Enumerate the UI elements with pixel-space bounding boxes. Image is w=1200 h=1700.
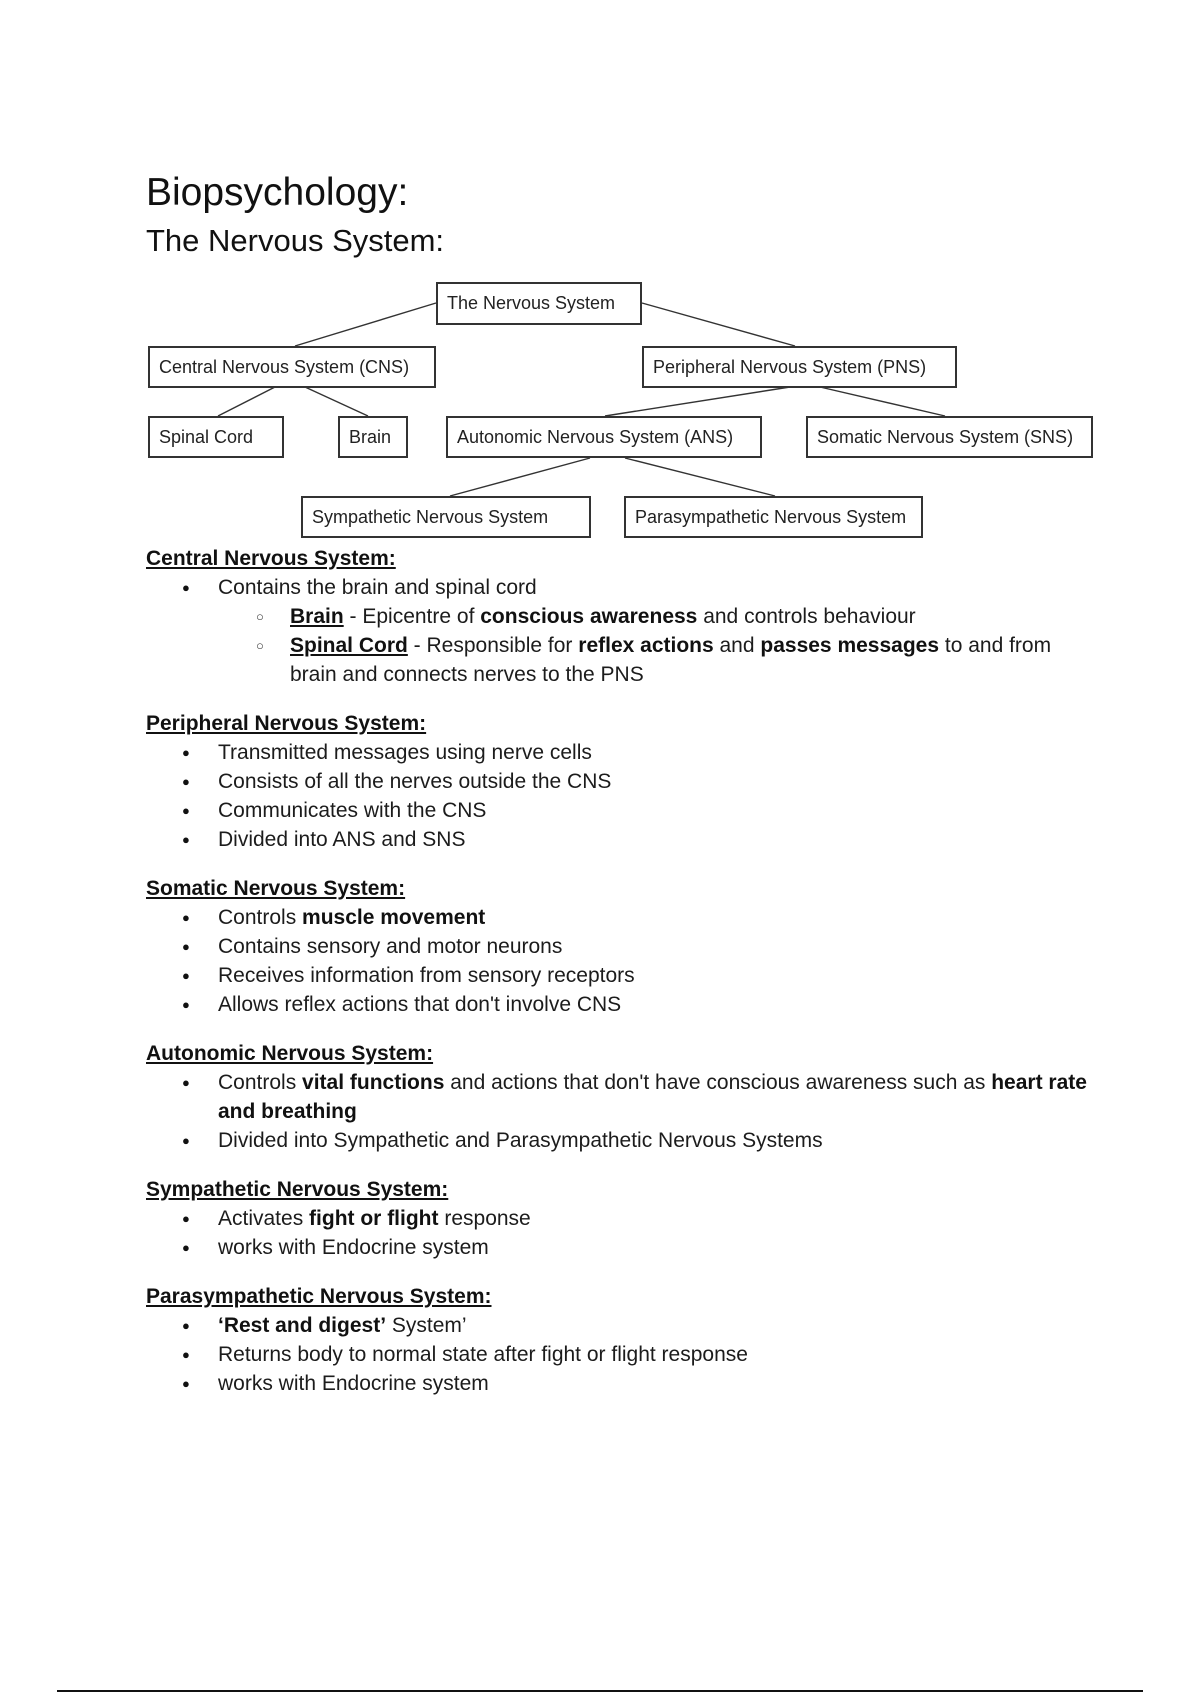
section-parasympathetic bbox=[146, 1282, 1096, 1398]
diagram-node-brain: Brain bbox=[338, 416, 408, 458]
nervous-system-diagram bbox=[0, 0, 1200, 560]
bullet-list bbox=[146, 903, 1096, 1019]
diagram-node-sympathetic: Sympathetic Nervous System bbox=[301, 496, 591, 538]
list-item: ● works with Endocrine system bbox=[146, 1369, 1096, 1398]
section-heading: Peripheral Nervous System: bbox=[146, 712, 427, 735]
diagram-connectors bbox=[0, 0, 1200, 560]
emphasis: reflex actions bbox=[578, 634, 714, 657]
item-text: response bbox=[438, 1207, 531, 1230]
section-heading: Somatic Nervous System: bbox=[146, 877, 406, 900]
item-text: - Epicentre of bbox=[343, 605, 481, 628]
list-item: ● Allows reflex actions that don't involve CNS bbox=[146, 990, 1096, 1019]
emphasis: passes messages bbox=[760, 634, 940, 657]
list-item: ● Communicates with the CNS bbox=[146, 796, 1096, 825]
section-heading: Parasympathetic Nervous System: bbox=[146, 1285, 492, 1308]
connector-ans-sympathetic bbox=[450, 458, 590, 496]
section-cns bbox=[146, 544, 1096, 689]
bullet-list bbox=[146, 738, 1096, 854]
list-item: ● Returns body to normal state after fight or flight response bbox=[146, 1340, 1096, 1369]
emphasis: fight or flight bbox=[309, 1207, 439, 1230]
diagram-node-sns: Somatic Nervous System (SNS) bbox=[806, 416, 1093, 458]
emphasis: vital functions bbox=[302, 1071, 445, 1094]
sub-list-item bbox=[146, 631, 1096, 689]
page-title: Biopsychology: bbox=[146, 171, 409, 214]
list-item bbox=[146, 1204, 1096, 1233]
connector-root-cns bbox=[295, 303, 436, 346]
list-item: ● Consists of all the nerves outside the CNS bbox=[146, 767, 1096, 796]
item-text: to and from brain and connects nerves to the PNS bbox=[290, 634, 1052, 686]
connector-cns-brain bbox=[305, 387, 368, 416]
connector-root-pns bbox=[642, 303, 795, 346]
bullet-list bbox=[146, 1204, 1096, 1262]
item-text: and bbox=[713, 634, 761, 657]
emphasis: ‘Rest and digest’ bbox=[218, 1314, 387, 1337]
connector-ans-parasympathetic bbox=[625, 458, 775, 496]
list-item: ● Divided into Sympathetic and Parasympathetic Nervous Systems bbox=[146, 1126, 1096, 1155]
notes-content bbox=[146, 544, 1096, 1418]
list-item: ● Transmitted messages using nerve cells bbox=[146, 738, 1096, 767]
connector-pns-ans bbox=[605, 387, 790, 416]
list-item: ● Divided into ANS and SNS bbox=[146, 825, 1096, 854]
diagram-node-cns: Central Nervous System (CNS) bbox=[148, 346, 436, 388]
item-text: System’ bbox=[386, 1314, 467, 1337]
term: Spinal Cord bbox=[290, 634, 408, 657]
list-item: ● Receives information from sensory receptors bbox=[146, 961, 1096, 990]
section-sns bbox=[146, 874, 1096, 1019]
section-pns bbox=[146, 709, 1096, 854]
connector-cns-spinal bbox=[218, 387, 275, 416]
term: Brain bbox=[290, 605, 344, 628]
diagram-node-pns: Peripheral Nervous System (PNS) bbox=[642, 346, 957, 388]
list-item bbox=[146, 1311, 1096, 1340]
section-heading: Sympathetic Nervous System: bbox=[146, 1178, 449, 1201]
diagram-node-spinal-cord: Spinal Cord bbox=[148, 416, 284, 458]
section-ans bbox=[146, 1039, 1096, 1155]
item-text: - Responsible for bbox=[407, 634, 579, 657]
list-item bbox=[146, 903, 1096, 932]
bullet-list bbox=[146, 1068, 1096, 1155]
diagram-node-ans: Autonomic Nervous System (ANS) bbox=[446, 416, 762, 458]
list-item: ● Contains sensory and motor neurons bbox=[146, 932, 1096, 961]
emphasis: heart rate and breathing bbox=[218, 1071, 1087, 1123]
section-heading: Central Nervous System: bbox=[146, 547, 396, 570]
sub-bullet-list bbox=[146, 602, 1096, 689]
item-text: and controls behaviour bbox=[697, 605, 916, 628]
item-text: and actions that don't have conscious awareness such as bbox=[444, 1071, 992, 1094]
list-item: ● works with Endocrine system bbox=[146, 1233, 1096, 1262]
diagram-node-parasympathetic: Parasympathetic Nervous System bbox=[624, 496, 923, 538]
bullet-list bbox=[146, 573, 1096, 602]
item-text: Activates bbox=[218, 1207, 310, 1230]
list-item bbox=[146, 573, 1096, 602]
bullet-list bbox=[146, 1311, 1096, 1398]
section-heading: Autonomic Nervous System: bbox=[146, 1042, 434, 1065]
emphasis: muscle movement bbox=[302, 906, 486, 929]
item-text: Controls bbox=[218, 906, 303, 929]
emphasis: conscious awareness bbox=[480, 605, 698, 628]
item-text: Controls bbox=[218, 1071, 303, 1094]
section-sympathetic bbox=[146, 1175, 1096, 1262]
connector-pns-sns bbox=[820, 387, 945, 416]
sub-list-item bbox=[146, 602, 1096, 631]
footer-divider bbox=[57, 1690, 1143, 1692]
item-text: Contains the brain and spinal cord bbox=[218, 576, 537, 599]
diagram-node-root: The Nervous System bbox=[436, 282, 642, 325]
page-subtitle: The Nervous System: bbox=[146, 223, 445, 258]
list-item bbox=[146, 1068, 1096, 1126]
